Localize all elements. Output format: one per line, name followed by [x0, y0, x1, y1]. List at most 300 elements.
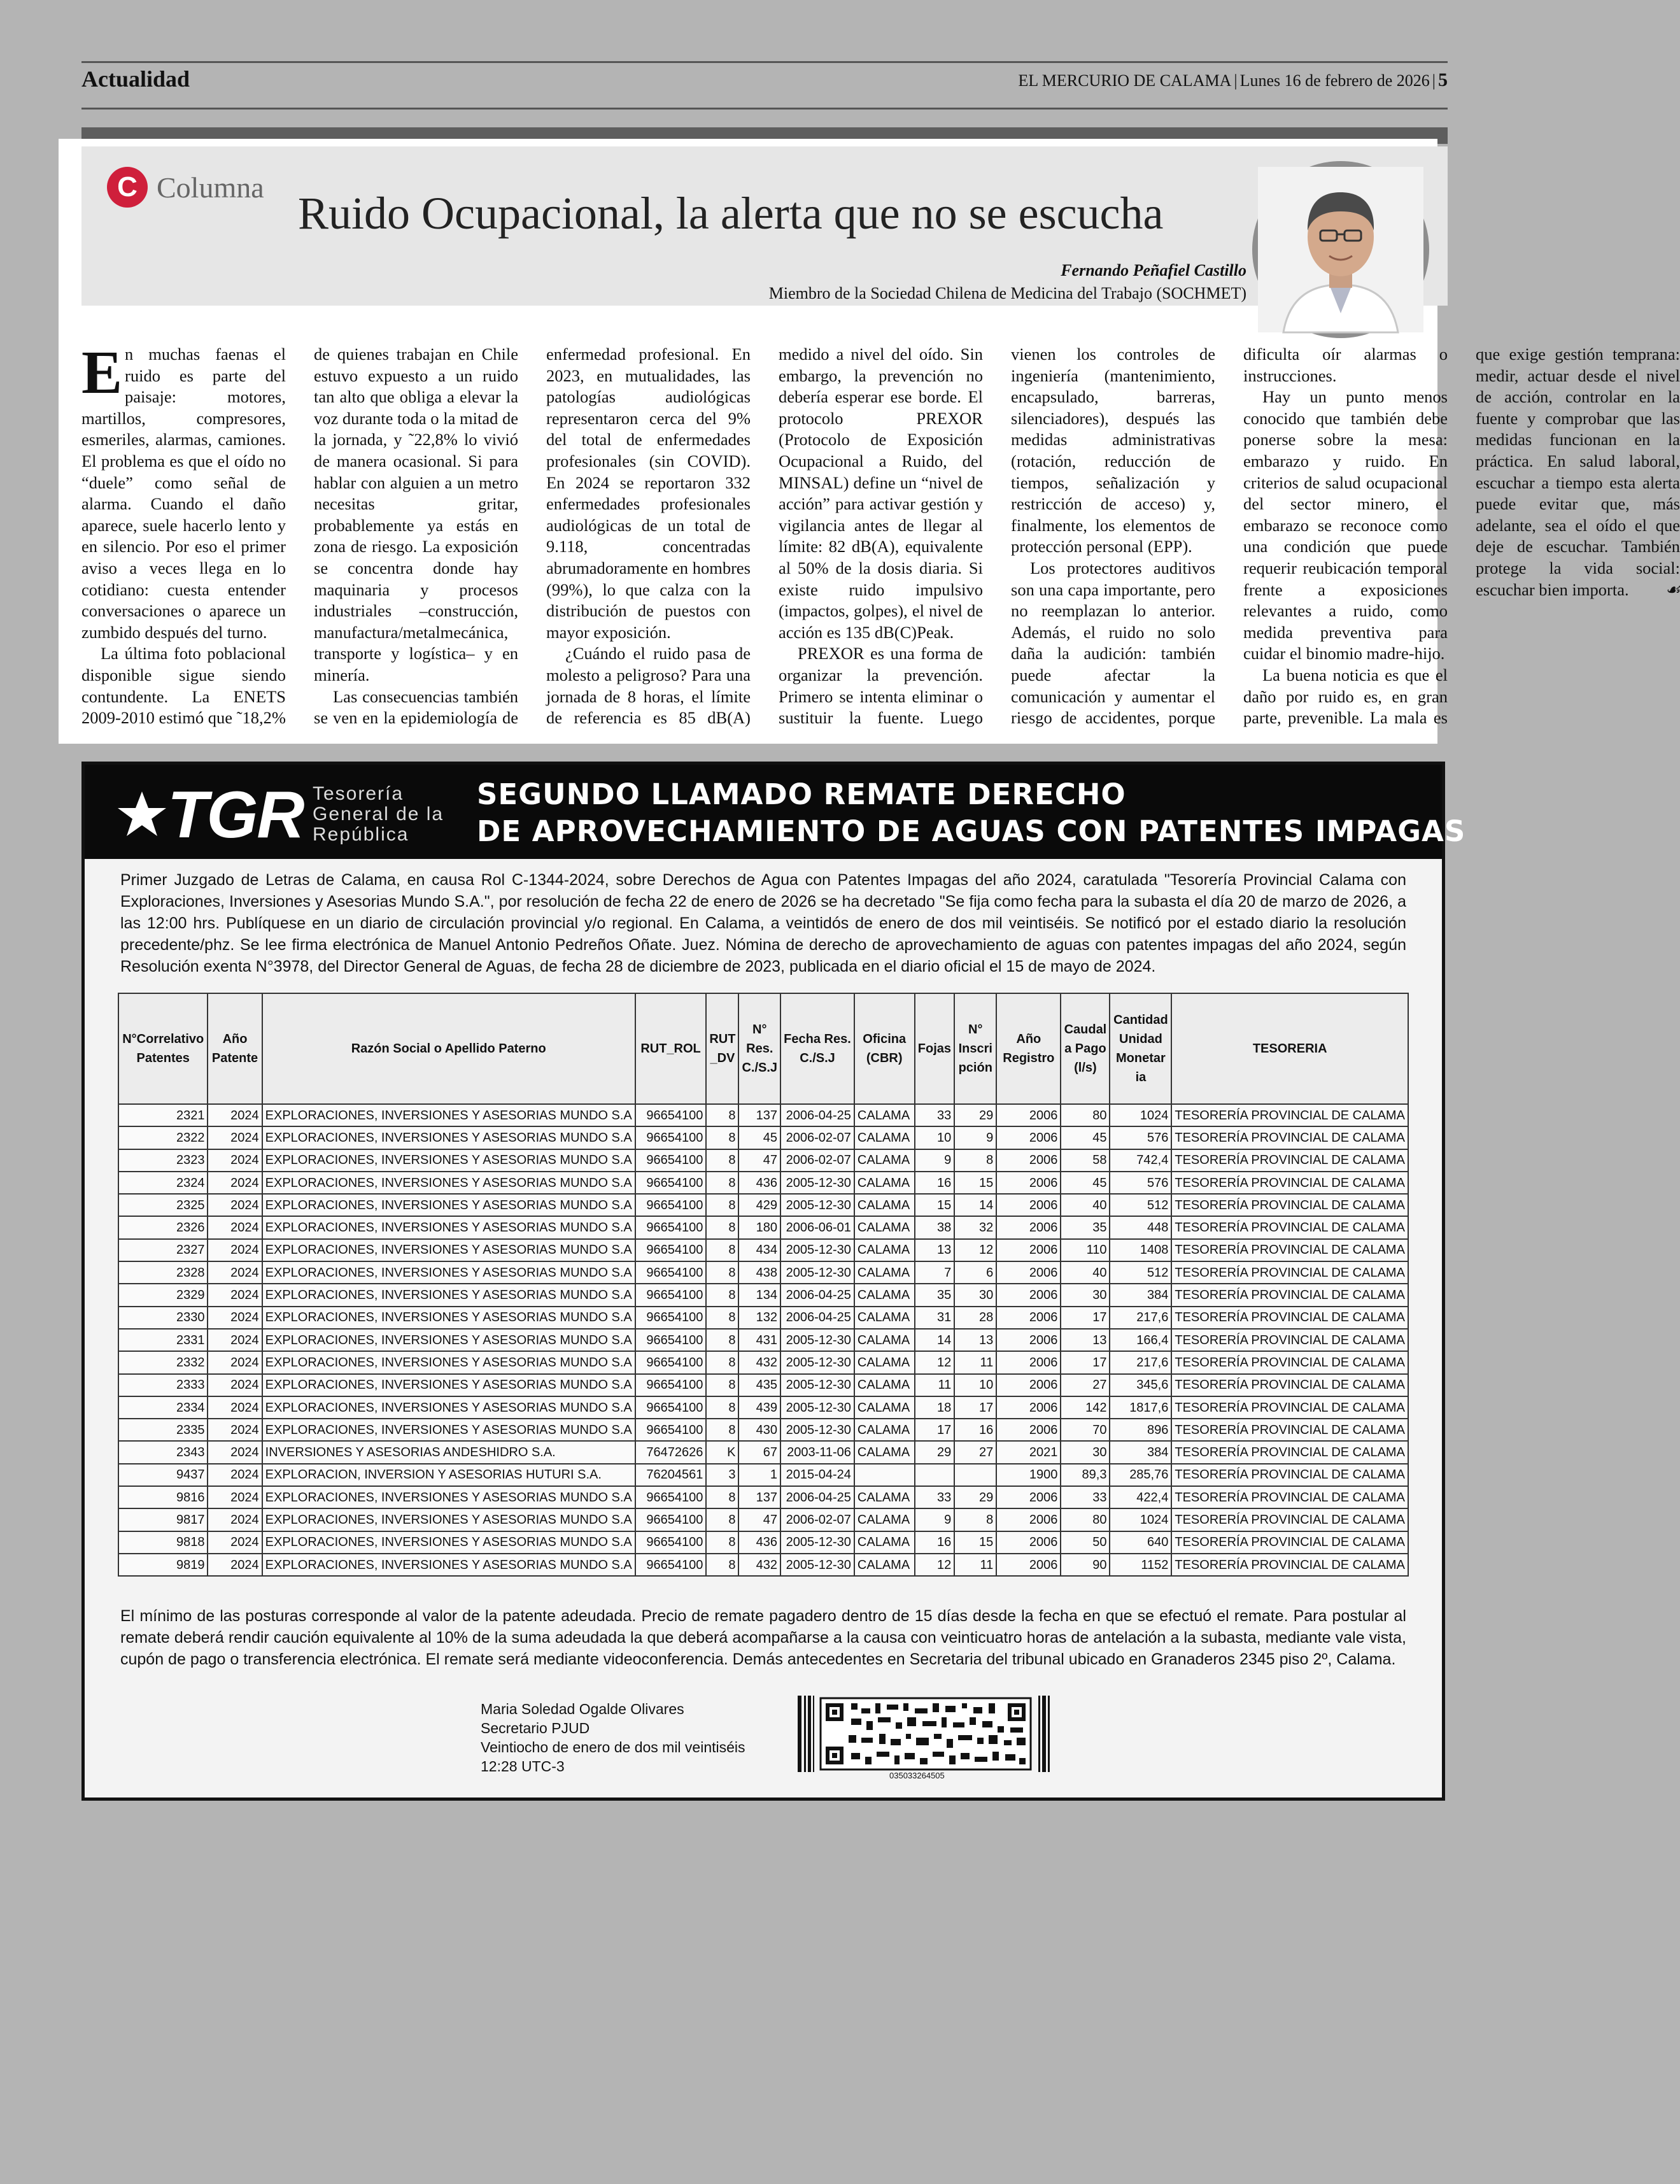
table-cell: 96654100 [635, 1508, 707, 1531]
table-cell: 2006 [996, 1261, 1061, 1284]
table-cell: 2024 [208, 1374, 262, 1396]
column-header: TESORERIA [1171, 993, 1408, 1104]
table-row [118, 1307, 1408, 1329]
table-cell: 17 [1061, 1307, 1110, 1329]
notice-footer-text: El mínimo de las posturas corresponde al valor de la patente adeudada. Precio de remate pagadero dentro de 15 días desde la fecha en que se efectuó el remate. Para postular al remate deberá rendir caución equivalente al 10% de la suma adeudada la que deberá acompañarse a la causa con veinticuatro horas de antelación a la subasta, mediante vale vista, cupón de pago o transferencia electrónica. El remate será mediante videoconferencia. Demás antecedentes en Secretaria del tribunal ubicado en Granaderos 2345 piso 2º, Calama. [120, 1607, 1406, 1668]
table-cell: 2006-02-07 [780, 1126, 854, 1149]
table-cell: TESORERÍA PROVINCIAL DE CALAMA [1171, 1396, 1408, 1419]
table-row [118, 1329, 1408, 1351]
table-cell: TESORERÍA PROVINCIAL DE CALAMA [1171, 1351, 1408, 1373]
table-cell: EXPLORACIONES, INVERSIONES Y ASESORIAS MUNDO S.A [262, 1104, 635, 1126]
article-paragraph: ¿Cuándo el ruido pasa de molesto a peligroso? Para una jornada de 8 horas, el límite de referencia es 85 dB(A) medido a nivel del oído. Sin embargo, la prevención no debería esperar ese borde. El protocolo PREXOR (Protocolo de Exposición Ocupacional a Ruido, del MINSAL) define un “nivel de acción” para activar gestión y vigilancia antes de llegar al límite: 82 dB(A), equivalente al 50% de la dosis diaria. Si existe ruido impulsivo (impactos, golpes), el nivel de acción es 135 dB(C)Peak. [546, 344, 983, 728]
table-cell: EXPLORACIONES, INVERSIONES Y ASESORIAS MUNDO S.A [262, 1239, 635, 1261]
signature-time: 12:28 UTC-3 [481, 1758, 565, 1775]
table-cell: 2006-04-25 [780, 1486, 854, 1508]
table-cell: 2005-12-30 [780, 1351, 854, 1373]
table-header [118, 993, 1408, 1104]
table-cell: 2024 [208, 1531, 262, 1554]
star-icon [116, 789, 167, 840]
table-cell: 32 [954, 1216, 996, 1238]
table-cell: TESORERÍA PROVINCIAL DE CALAMA [1171, 1531, 1408, 1554]
table-cell: EXPLORACIONES, INVERSIONES Y ASESORIAS MUNDO S.A [262, 1351, 635, 1373]
table-row [118, 1508, 1408, 1531]
table-row [118, 1149, 1408, 1172]
table-cell: 1408 [1110, 1239, 1171, 1261]
table-cell: 16 [954, 1419, 996, 1441]
table-header-row [118, 993, 1408, 1104]
table-cell: 10 [915, 1126, 955, 1149]
notice-title: SEGUNDO LLAMADO REMATE DERECHO DE APROVECHAMIENTO DE AGUAS CON PATENTES IMPAGAS [477, 777, 1466, 848]
table-cell: 2005-12-30 [780, 1374, 854, 1396]
table-cell: 2006-02-07 [780, 1508, 854, 1531]
column-header: RUT _DV [706, 993, 738, 1104]
table-cell: 2323 [118, 1149, 208, 1172]
table-cell: 96654100 [635, 1374, 707, 1396]
table-cell: 2024 [208, 1104, 262, 1126]
table-cell: 96654100 [635, 1126, 707, 1149]
notice-intro: Primer Juzgado de Letras de Calama, en causa Rol C-1344-2024, sobre Derechos de Agua con Patentes Impagas del año 2024, caratulada "Tesorería Provincial Calama con Exploraciones, Inversiones y Asesorias Mundo S.A.", por resolución de fecha 22 de enero de 2026 se ha decretado "Se fija como fecha para la subasta el día 20 de marzo de 2026, a las 12:00 hrs. Publíquese en un diario de circulación provincial y/o regional. En Calama, a veintidós de enero de dos mil veintiséis. Se notificó por el estado diario la resolución precedente/phz. Se lee firma electrónica de Manuel Antonio Pedreños Oñate. Juez. Nómina de derecho de aprovechamiento de aguas con patentes impagas del año 2024, según Resolución exenta N°3978, del Director General de Aguas, de fecha 28 de diciembre de 2023, publicada en el diario oficial el 15 de mayo de 2024. [120, 871, 1406, 975]
table-cell: CALAMA [854, 1486, 915, 1508]
table-cell: 11 [954, 1351, 996, 1373]
table-cell: 96654100 [635, 1239, 707, 1261]
table-cell: 47 [738, 1149, 780, 1172]
table-cell: 96654100 [635, 1329, 707, 1351]
author-portrait [1252, 161, 1429, 338]
table-cell: EXPLORACIONES, INVERSIONES Y ASESORIAS MUNDO S.A [262, 1396, 635, 1419]
table-cell: EXPLORACIONES, INVERSIONES Y ASESORIAS MUNDO S.A [262, 1554, 635, 1576]
signer-name: Maria Soledad Ogalde Olivares [481, 1701, 684, 1717]
table-cell: 96654100 [635, 1172, 707, 1194]
tgr-logo-subtitle: Tesorería General de la República [313, 783, 444, 845]
table-cell: 2322 [118, 1126, 208, 1149]
table-cell: 2024 [208, 1486, 262, 1508]
table-cell: 2024 [208, 1508, 262, 1531]
table-cell: 90 [1061, 1554, 1110, 1576]
table-cell: EXPLORACIONES, INVERSIONES Y ASESORIAS MUNDO S.A [262, 1307, 635, 1329]
table-cell: TESORERÍA PROVINCIAL DE CALAMA [1171, 1486, 1408, 1508]
table-cell: 2024 [208, 1194, 262, 1216]
table-cell: 8 [706, 1374, 738, 1396]
table-cell: 435 [738, 1374, 780, 1396]
table-cell: TESORERÍA PROVINCIAL DE CALAMA [1171, 1464, 1408, 1486]
table-cell: 8 [706, 1486, 738, 1508]
table-cell [915, 1464, 955, 1486]
table-cell: 96654100 [635, 1554, 707, 1576]
electronic-signature [481, 1699, 745, 1776]
table-cell: 2006 [996, 1554, 1061, 1576]
column-header: Oficina (CBR) [854, 993, 915, 1104]
table-cell: 2006 [996, 1194, 1061, 1216]
table-cell: 576 [1110, 1126, 1171, 1149]
table-cell: 576 [1110, 1172, 1171, 1194]
article-body [81, 338, 1680, 732]
publication-date: Lunes 16 de febrero de 2026 [1239, 71, 1430, 90]
author-photo-image [1258, 167, 1423, 332]
table-cell: 2332 [118, 1351, 208, 1373]
table-cell: EXPLORACIONES, INVERSIONES Y ASESORIAS MUNDO S.A [262, 1126, 635, 1149]
table-cell: EXPLORACION, INVERSION Y ASESORIAS HUTURI S.A. [262, 1464, 635, 1486]
table-cell: 2006 [996, 1351, 1061, 1373]
table-cell: 436 [738, 1172, 780, 1194]
table-cell: 29 [954, 1486, 996, 1508]
table-cell: EXPLORACIONES, INVERSIONES Y ASESORIAS MUNDO S.A [262, 1486, 635, 1508]
table-body [118, 1104, 1408, 1576]
table-cell: 2343 [118, 1441, 208, 1463]
table-cell: CALAMA [854, 1172, 915, 1194]
table-cell: 29 [915, 1441, 955, 1463]
table-cell: 35 [1061, 1216, 1110, 1238]
table-cell: 180 [738, 1216, 780, 1238]
table-cell: 8 [706, 1104, 738, 1126]
table-cell: 2334 [118, 1396, 208, 1419]
table-cell: CALAMA [854, 1194, 915, 1216]
table-cell: 448 [1110, 1216, 1171, 1238]
table-cell: 2006 [996, 1531, 1061, 1554]
table-cell: CALAMA [854, 1261, 915, 1284]
table-cell: 8 [706, 1554, 738, 1576]
table-cell: 96654100 [635, 1261, 707, 1284]
table-cell: 38 [915, 1216, 955, 1238]
tgr-logo [116, 777, 304, 853]
table-cell: 2024 [208, 1172, 262, 1194]
table-cell: 110 [1061, 1239, 1110, 1261]
table-cell: 96654100 [635, 1307, 707, 1329]
table-cell: 96654100 [635, 1486, 707, 1508]
table-cell: EXPLORACIONES, INVERSIONES Y ASESORIAS MUNDO S.A [262, 1261, 635, 1284]
table-row [118, 1441, 1408, 1463]
table-cell: 8 [954, 1508, 996, 1531]
table-row [118, 1464, 1408, 1486]
auction-table [118, 993, 1409, 1577]
table-cell: TESORERÍA PROVINCIAL DE CALAMA [1171, 1239, 1408, 1261]
table-cell: 9819 [118, 1554, 208, 1576]
table-cell: 8 [706, 1149, 738, 1172]
table-cell: 15 [954, 1172, 996, 1194]
table-cell: 8 [706, 1284, 738, 1306]
table-cell: 2006-06-01 [780, 1216, 854, 1238]
table-cell: 76204561 [635, 1464, 707, 1486]
table-cell: 58 [1061, 1149, 1110, 1172]
article-paragraph: En muchas faenas el ruido es parte del paisaje: motores, martillos, compresores, esmeriles, alarmas, camiones. El problema es que el oído no “duele” como señal de alarma. Cuando el daño aparece, suele hacerlo lento y en silencio. Por eso el primer aviso a veces llega en lo cotidiano: cuesta entender conversaciones o aparece un zumbido después del turno. [81, 338, 286, 642]
table-cell: 2005-12-30 [780, 1396, 854, 1419]
table-row [118, 1194, 1408, 1216]
column-header: Año Patente [208, 993, 262, 1104]
table-cell: 8 [706, 1194, 738, 1216]
table-cell: 14 [915, 1329, 955, 1351]
table-cell: 47 [738, 1508, 780, 1531]
table-cell: 2024 [208, 1396, 262, 1419]
table-cell: 2024 [208, 1554, 262, 1576]
table-cell: 28 [954, 1307, 996, 1329]
table-cell: 13 [1061, 1329, 1110, 1351]
end-mark-icon: ☙ [1665, 579, 1680, 599]
table-cell: 2003-11-06 [780, 1441, 854, 1463]
table-cell: 96654100 [635, 1419, 707, 1441]
table-cell: 384 [1110, 1441, 1171, 1463]
table-cell: 67 [738, 1441, 780, 1463]
table-cell: 2006 [996, 1486, 1061, 1508]
table-cell: TESORERÍA PROVINCIAL DE CALAMA [1171, 1284, 1408, 1306]
table-cell: TESORERÍA PROVINCIAL DE CALAMA [1171, 1307, 1408, 1329]
table-cell: EXPLORACIONES, INVERSIONES Y ASESORIAS MUNDO S.A [262, 1508, 635, 1531]
table-cell: 2005-12-30 [780, 1194, 854, 1216]
table-cell: 31 [915, 1307, 955, 1329]
table-cell: 1 [738, 1464, 780, 1486]
table-cell: 29 [954, 1104, 996, 1126]
table-cell: TESORERÍA PROVINCIAL DE CALAMA [1171, 1329, 1408, 1351]
table-row [118, 1216, 1408, 1238]
table-cell: 2005-12-30 [780, 1239, 854, 1261]
column-header: Cantidad Unidad Monetar ia [1110, 993, 1171, 1104]
table-cell: EXPLORACIONES, INVERSIONES Y ASESORIAS MUNDO S.A [262, 1172, 635, 1194]
table-cell: 8 [954, 1149, 996, 1172]
table-cell: 2006 [996, 1104, 1061, 1126]
table-cell: TESORERÍA PROVINCIAL DE CALAMA [1171, 1149, 1408, 1172]
signer-role: Secretario PJUD [481, 1720, 590, 1736]
table-cell: 2321 [118, 1104, 208, 1126]
auction-notice [81, 762, 1466, 1801]
table-cell: 2024 [208, 1307, 262, 1329]
table-cell: 18 [915, 1396, 955, 1419]
table-cell: 2328 [118, 1261, 208, 1284]
table-cell: 2024 [208, 1261, 262, 1284]
table-cell: 2006 [996, 1307, 1061, 1329]
masthead [1019, 69, 1448, 91]
table-cell: 2006 [996, 1329, 1061, 1351]
column-header: Año Registro [996, 993, 1061, 1104]
table-cell: EXPLORACIONES, INVERSIONES Y ASESORIAS MUNDO S.A [262, 1531, 635, 1554]
table-cell: CALAMA [854, 1216, 915, 1238]
table-cell: 2006 [996, 1149, 1061, 1172]
table-cell: 345,6 [1110, 1374, 1171, 1396]
tgr-logo-text: TGR [167, 778, 304, 852]
table-cell: 11 [954, 1554, 996, 1576]
table-cell: 2326 [118, 1216, 208, 1238]
table-cell: 96654100 [635, 1396, 707, 1419]
table-cell: 17 [915, 1419, 955, 1441]
table-cell: TESORERÍA PROVINCIAL DE CALAMA [1171, 1508, 1408, 1531]
table-cell: 2006 [996, 1374, 1061, 1396]
table-cell: 8 [706, 1307, 738, 1329]
table-cell: 12 [954, 1239, 996, 1261]
table-row [118, 1104, 1408, 1126]
table-cell: 436 [738, 1531, 780, 1554]
table-cell: 142 [1061, 1396, 1110, 1419]
table-cell: 96654100 [635, 1216, 707, 1238]
table-cell: 17 [1061, 1351, 1110, 1373]
opinion-column [59, 139, 1680, 744]
table-cell: 12 [915, 1554, 955, 1576]
table-cell: CALAMA [854, 1329, 915, 1351]
table-cell: 2024 [208, 1464, 262, 1486]
table-cell: 2005-12-30 [780, 1419, 854, 1441]
table-cell: 17 [954, 1396, 996, 1419]
table-cell: 50 [1061, 1531, 1110, 1554]
table-cell: 15 [915, 1194, 955, 1216]
table-cell: 89,3 [1061, 1464, 1110, 1486]
drop-cap: E [81, 338, 123, 406]
table-cell: 8 [706, 1261, 738, 1284]
author-name: Fernando Peñafiel Castillo [1061, 261, 1246, 280]
table-cell: 80 [1061, 1104, 1110, 1126]
table-cell: 45 [1061, 1172, 1110, 1194]
table-cell [954, 1464, 996, 1486]
column-header: N°Correlativo Patentes [118, 993, 208, 1104]
table-cell: TESORERÍA PROVINCIAL DE CALAMA [1171, 1374, 1408, 1396]
table-cell: TESORERÍA PROVINCIAL DE CALAMA [1171, 1441, 1408, 1463]
table-cell: EXPLORACIONES, INVERSIONES Y ASESORIAS MUNDO S.A [262, 1374, 635, 1396]
table-cell: 2005-12-30 [780, 1329, 854, 1351]
table-cell: 2024 [208, 1441, 262, 1463]
table-cell: 9818 [118, 1531, 208, 1554]
article-paragraph: Las consecuencias también se ven en la epidemiología de enfermedad profesional. En 2023, en mutualidades, las patologías audiológicas representaron cerca del 9% del total de enfermedades profesionales (sin COVID). En 2024 se reportaron 332 enfermedades profesionales audiológicas de un total de 9.118, concentradas abrumadoramente en hombres (99%), lo que calza con la distribución de puestos con mayor exposición. [314, 344, 751, 728]
notice-header [85, 765, 1466, 859]
table-cell: 30 [1061, 1284, 1110, 1306]
article-paragraph: La buena noticia es que el daño por ruido es, en gran parte, prevenible. La mala es que exige gestión temprana: medir, actuar desde el nivel de acción, controlar en la fuente y comprobar que las medidas funcionan en la práctica. En salud laboral, escuchar a tiempo esta alerta puede evitar que, más adelante, sea el oído el que deje de escuchar. También protege la vida social: escuchar bien importa. ☙ [1243, 344, 1680, 728]
separator: | [1234, 71, 1238, 90]
table-cell: 432 [738, 1554, 780, 1576]
table-cell: 2333 [118, 1374, 208, 1396]
table-cell: 40 [1061, 1261, 1110, 1284]
table-cell: 2005-12-30 [780, 1554, 854, 1576]
table-cell: 15 [954, 1531, 996, 1554]
table-cell: 512 [1110, 1261, 1171, 1284]
table-cell: 2015-04-24 [780, 1464, 854, 1486]
table-cell: 432 [738, 1351, 780, 1373]
table-cell: EXPLORACIONES, INVERSIONES Y ASESORIAS MUNDO S.A [262, 1194, 635, 1216]
table-row [118, 1351, 1408, 1373]
table-cell: CALAMA [854, 1396, 915, 1419]
table-cell: 2024 [208, 1329, 262, 1351]
table-cell: TESORERÍA PROVINCIAL DE CALAMA [1171, 1261, 1408, 1284]
table-cell: 8 [706, 1172, 738, 1194]
table-cell: 2327 [118, 1239, 208, 1261]
separator: | [1432, 71, 1436, 90]
table-cell: 2006 [996, 1239, 1061, 1261]
table-row [118, 1239, 1408, 1261]
column-header: Fecha Res. C./S.J [780, 993, 854, 1104]
author-role: Miembro de la Sociedad Chilena de Medicina del Trabajo (SOCHMET) [768, 284, 1246, 302]
table-cell: 2006 [996, 1396, 1061, 1419]
page-header [81, 61, 1448, 110]
table-cell: 2024 [208, 1149, 262, 1172]
table-row [118, 1126, 1408, 1149]
table-cell: 30 [1061, 1441, 1110, 1463]
table-cell: EXPLORACIONES, INVERSIONES Y ASESORIAS MUNDO S.A [262, 1216, 635, 1238]
table-cell: CALAMA [854, 1307, 915, 1329]
table-cell: CALAMA [854, 1554, 915, 1576]
column-badge-icon: C [107, 167, 148, 208]
table-cell: 1024 [1110, 1508, 1171, 1531]
table-cell: 8 [706, 1239, 738, 1261]
table-cell: 2024 [208, 1351, 262, 1373]
table-cell: 512 [1110, 1194, 1171, 1216]
table-cell [854, 1464, 915, 1486]
table-cell: 2006 [996, 1419, 1061, 1441]
table-cell: 384 [1110, 1284, 1171, 1306]
table-cell: 2006 [996, 1172, 1061, 1194]
table-row [118, 1419, 1408, 1441]
table-cell: 434 [738, 1239, 780, 1261]
table-cell: 30 [954, 1284, 996, 1306]
table-cell: 2024 [208, 1419, 262, 1441]
table-cell: 2021 [996, 1441, 1061, 1463]
article-paragraph: Los protectores auditivos son una capa importante, pero no reemplazan lo anterior. Además, el ruido no solo daña la audición: también puede afectar la comunicación y aumentar el riesgo de accidentes, porque dificulta oír alarmas o instrucciones. [1011, 344, 1448, 728]
table-cell: K [706, 1441, 738, 1463]
column-header: RUT_ROL [635, 993, 707, 1104]
barcode-qr-image [798, 1696, 1052, 1772]
table-cell: 2005-12-30 [780, 1531, 854, 1554]
table-cell: 16 [915, 1531, 955, 1554]
table-cell: 8 [706, 1396, 738, 1419]
table-cell: 8 [706, 1126, 738, 1149]
table-cell: 2330 [118, 1307, 208, 1329]
table-cell: 137 [738, 1104, 780, 1126]
table-cell: TESORERÍA PROVINCIAL DE CALAMA [1171, 1419, 1408, 1441]
table-cell: 12 [915, 1351, 955, 1373]
table-cell: 9817 [118, 1508, 208, 1531]
table-cell: 285,76 [1110, 1464, 1171, 1486]
table-cell: 2006-04-25 [780, 1104, 854, 1126]
table-cell: CALAMA [854, 1374, 915, 1396]
table-cell: 640 [1110, 1531, 1171, 1554]
table-cell: 137 [738, 1486, 780, 1508]
table-cell: 96654100 [635, 1149, 707, 1172]
table-cell: 2331 [118, 1329, 208, 1351]
table-cell: 96654100 [635, 1351, 707, 1373]
table-cell: EXPLORACIONES, INVERSIONES Y ASESORIAS MUNDO S.A [262, 1329, 635, 1351]
signature-date: Veintiocho de enero de dos mil veintiséis [481, 1739, 745, 1755]
article-paragraph: PREXOR es una forma de organizar la prevención. Primero se intenta eliminar o sustituir la fuente. Luego vienen los controles de ingeniería (mantenimiento, encapsulado, barreras, silenciadores), después las medidas administrativas (rotación, reducción de tiempos, señalización y restricción de acceso) y, finalmente, los elementos de protección personal (EPP). [779, 344, 1215, 728]
headline: Ruido Ocupacional, la alerta que no se escucha [298, 188, 1164, 239]
table-cell: CALAMA [854, 1531, 915, 1554]
table-cell: CALAMA [854, 1508, 915, 1531]
table-cell: 2006 [996, 1284, 1061, 1306]
table-cell: 6 [954, 1261, 996, 1284]
newspaper-name: EL MERCURIO DE CALAMA [1018, 71, 1232, 90]
table-cell: 742,4 [1110, 1149, 1171, 1172]
table-cell: 2006 [996, 1216, 1061, 1238]
table-cell: 33 [1061, 1486, 1110, 1508]
table-cell: CALAMA [854, 1149, 915, 1172]
table-cell: TESORERÍA PROVINCIAL DE CALAMA [1171, 1104, 1408, 1126]
table-cell: 134 [738, 1284, 780, 1306]
table-cell: 11 [915, 1374, 955, 1396]
article-paragraph: Hay un punto menos conocido que también debe ponerse sobre la mesa: embarazo y ruido. En criterios de salud ocupacional del sector minero, el embarazo se reconoce como una condición que puede requerir reubicación temporal frente a exposiciones relevantes a ruido, como medida preventiva para cuidar el binomio madre-hijo. [1243, 387, 1448, 663]
table-cell: 27 [1061, 1374, 1110, 1396]
table-cell: CALAMA [854, 1441, 915, 1463]
table-cell: 1024 [1110, 1104, 1171, 1126]
table-cell: 16 [915, 1172, 955, 1194]
table-cell: 2005-12-30 [780, 1261, 854, 1284]
table-row [118, 1172, 1408, 1194]
table-cell: 2024 [208, 1284, 262, 1306]
table-cell: 40 [1061, 1194, 1110, 1216]
table-cell: 217,6 [1110, 1351, 1171, 1373]
table-cell: 27 [954, 1441, 996, 1463]
table-cell: CALAMA [854, 1239, 915, 1261]
table-cell: TESORERÍA PROVINCIAL DE CALAMA [1171, 1194, 1408, 1216]
table-cell: 7 [915, 1261, 955, 1284]
table-cell: 45 [738, 1126, 780, 1149]
table-cell: 896 [1110, 1419, 1171, 1441]
column-header: Razón Social o Apellido Paterno [262, 993, 635, 1104]
table-cell: 96654100 [635, 1284, 707, 1306]
table-cell: 14 [954, 1194, 996, 1216]
table-cell: 2006 [996, 1126, 1061, 1149]
table-cell: 217,6 [1110, 1307, 1171, 1329]
table-cell: 8 [706, 1531, 738, 1554]
